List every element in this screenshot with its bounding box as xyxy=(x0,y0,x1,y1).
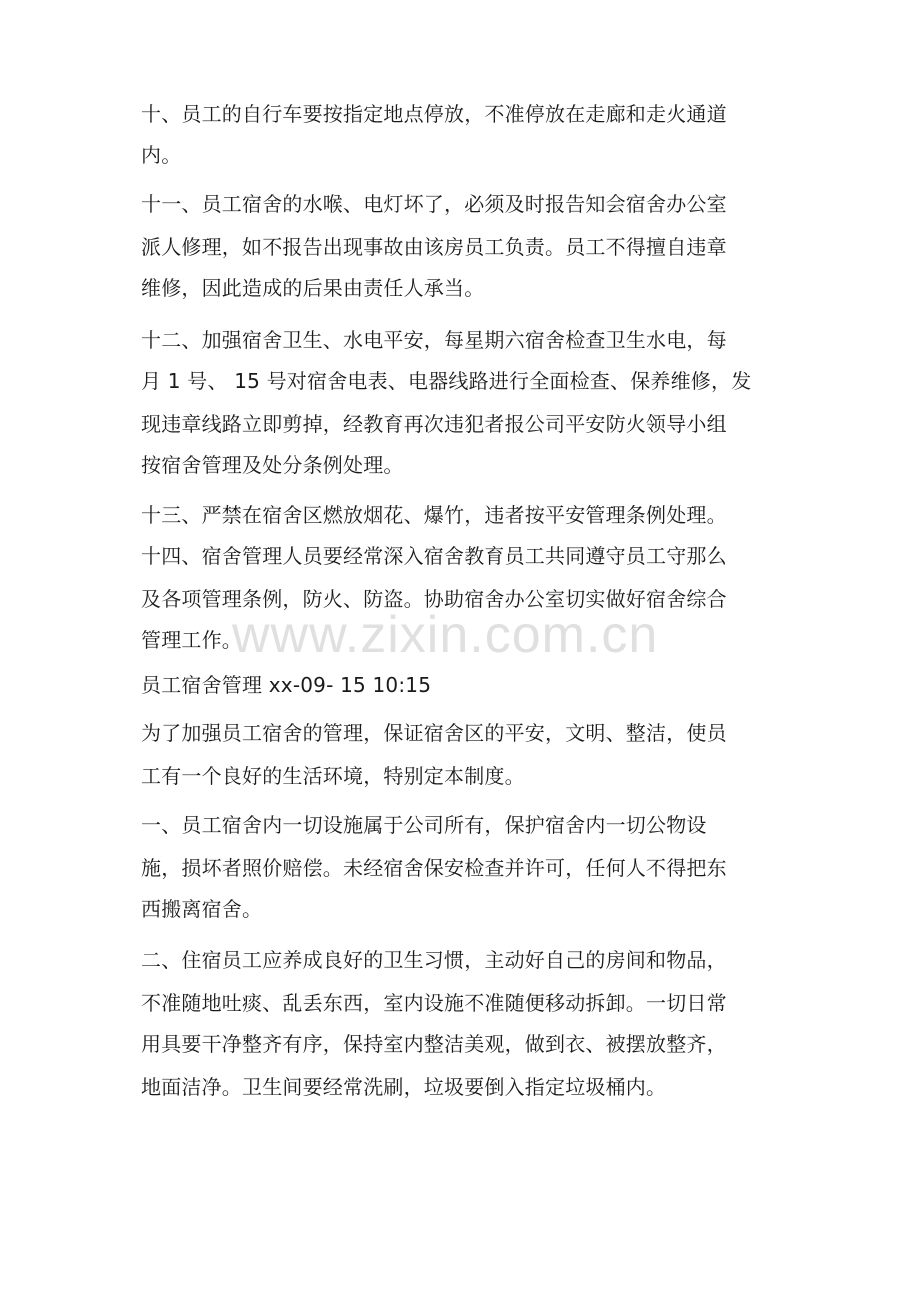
text-line: 西搬离宿舍。 xyxy=(141,897,263,921)
text-line: 工有一个良好的生活环境，特别定本制度。 xyxy=(141,764,525,788)
text-line: 为了加强员工宿舍的管理，保证宿舍区的平安，文明、整洁，使员 xyxy=(141,721,727,745)
text-line: 十一、员工宿舍的水喉、电灯坏了，必须及时报告知会宿舍办公室 xyxy=(141,192,727,216)
text-line: 十三、严禁在宿舍区燃放烟花、爆竹，违者按平安管理条例处理。 xyxy=(141,503,727,527)
section-heading: 员工宿舍管理 xx-09- 15 10:15 xyxy=(141,673,432,697)
text-line: 内。 xyxy=(141,143,182,167)
text-line: 管理工作。 xyxy=(141,628,242,652)
text-line: 十、员工的自行车要按指定地点停放，不准停放在走廊和走火通道 xyxy=(141,102,727,126)
text-line: 现违章线路立即剪掉，经教育再次违犯者报公司平安防火领导小组 xyxy=(141,412,727,436)
text-line: 月 1 号、 15 号对宿舍电表、电器线路进行全面检查、保养维修，发 xyxy=(141,369,752,393)
text-line: 十四、宿舍管理人员要经常深入宿舍教育员工共同遵守员工守那么 xyxy=(141,544,727,568)
text-line: 一、员工宿舍内一切设施属于公司所有，保护宿舍内一切公物设 xyxy=(141,813,707,837)
text-line: 施，损坏者照价赔偿。未经宿舍保安检查并许可，任何人不得把东 xyxy=(141,856,727,880)
text-line: 维修，因此造成的后果由责任人承当。 xyxy=(141,276,485,300)
text-line: 地面洁净。卫生间要经常洗刷，垃圾要倒入指定垃圾桶内。 xyxy=(141,1075,667,1099)
text-line: 不准随地吐痰、乱丢东西，室内设施不准随便移动拆卸。一切日常 xyxy=(141,991,727,1015)
text-line: 二、住宿员工应养成良好的卫生习惯，主动好自己的房间和物品， xyxy=(141,948,727,972)
text-line: 派人修理，如不报告出现事故由该房员工负责。员工不得擅自违章 xyxy=(141,235,727,259)
watermark: www.zixin.com.cn xyxy=(232,606,659,664)
text-line: 十二、加强宿舍卫生、水电平安，每星期六宿舍检查卫生水电，每 xyxy=(141,328,727,352)
text-line: 及各项管理条例，防火、防盗。协助宿舍办公室切实做好宿舍综合 xyxy=(141,587,727,611)
text-line: 用具要干净整齐有序，保持室内整洁美观，做到衣、被摆放整齐， xyxy=(141,1032,727,1056)
text-line: 按宿舍管理及处分条例处理。 xyxy=(141,453,404,477)
